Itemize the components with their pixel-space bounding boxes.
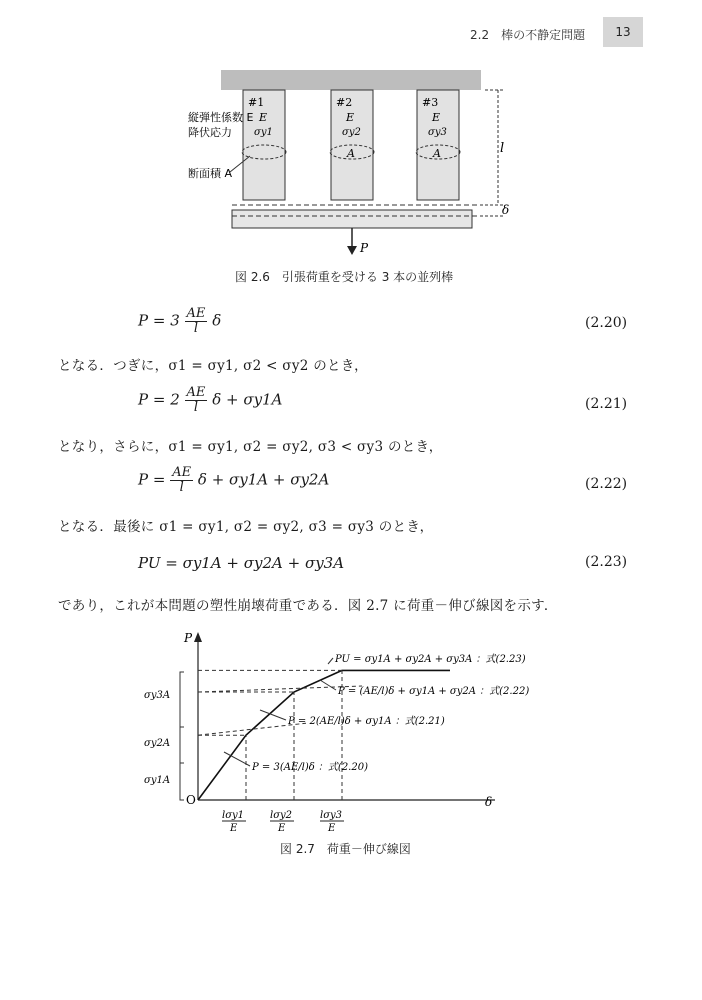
x-tick-3-den: E [328, 823, 336, 834]
bar-2-yield: σy2 [342, 127, 361, 138]
bar-1-label: #1 [248, 96, 265, 109]
body-text-4: であり，これが本問題の塑性崩壊荷重である．図 2.7 に荷重－伸び線図を示す． [58, 598, 558, 614]
rigid-plate [232, 210, 472, 228]
figure-2-7-caption: 図 2.7 荷重－伸び線図 [280, 842, 411, 856]
equation-number-2-20: (2.20) [585, 315, 628, 331]
equation-number-2-22: (2.22) [585, 476, 628, 492]
equation-2-21: P = 2 $\frac{AE}{l}$ δ + σy1A [138, 385, 283, 415]
annotation-eq-2-20: P = 3(AE/l)δ ：式(2.20) [252, 762, 368, 773]
load-label: P [360, 241, 369, 255]
bar-2-area: A [347, 147, 355, 160]
equation-2-22: P = $\frac{AE}{l}$ δ + σy1A + σy2A [138, 465, 330, 495]
equation-2-23: PU = σy1A + σy2A + σy3A [138, 554, 345, 572]
annotation-area: 断面積 A [188, 167, 233, 180]
y-tick-sy1A: σy1A [144, 775, 171, 786]
origin-label: O [186, 793, 196, 807]
bar-3-area: A [433, 147, 441, 160]
y-axis-label: P [184, 631, 193, 645]
bar-1-yield: σy1 [254, 127, 273, 138]
figure-2-7 [140, 628, 560, 834]
figure-2-6-caption: 図 2.6 引張荷重を受ける 3 本の並列棒 [235, 270, 454, 284]
bar-3-modulus: E [432, 111, 441, 124]
x-tick-1-den: E [230, 823, 238, 834]
equation-2-20: P = 3 $\frac{AE}{l}$ δ [138, 306, 222, 336]
fixed-support [221, 70, 481, 90]
annotation-modulus: 縦弾性係数 E [188, 111, 254, 124]
body-text-2: となり，さらに，σ1 = σy1, σ2 = σy2, σ3 < σy3 のとき， [58, 439, 443, 455]
x-tick-3-num: lσy3 [320, 810, 343, 821]
body-text-3: となる．最後に σ1 = σy1, σ2 = σy2, σ3 = σy3 のとき， [58, 519, 434, 535]
y-tick-sy2A: σy2A [144, 738, 171, 749]
annotation-yield: 降伏応力 [188, 126, 232, 139]
bar-3-yield: σy3 [428, 127, 447, 138]
annotation-eq-2-23: PU = σy1A + σy2A + σy3A ：式(2.23) [335, 654, 526, 665]
bar-1-modulus: E [259, 111, 268, 124]
bar-2-label: #2 [336, 96, 353, 109]
delta-label: δ [502, 203, 510, 217]
annotation-eq-2-22: P = (AE/l)δ + σy1A + σy2A ：式(2.22) [338, 686, 530, 697]
x-tick-2-num: lσy2 [270, 810, 293, 821]
x-axis-label: δ [485, 795, 493, 809]
x-tick-1-num: lσy1 [222, 810, 245, 821]
length-label: l [500, 141, 505, 156]
running-header-title: 2.2 棒の不静定問題 [470, 28, 586, 42]
bar-3-label: #3 [422, 96, 439, 109]
body-text-1: となる．つぎに，σ1 = σy1, σ2 < σy2 のとき， [58, 358, 368, 374]
equation-number-2-21: (2.21) [585, 396, 628, 412]
equation-number-2-23: (2.23) [585, 554, 628, 570]
annotation-eq-2-21: P = 2(AE/l)δ + σy1A ：式(2.21) [288, 716, 445, 727]
x-tick-2-den: E [278, 823, 286, 834]
bar-2-modulus: E [346, 111, 355, 124]
left-braces [180, 672, 184, 800]
page-number: 13 [603, 17, 643, 47]
figure-2-6 [180, 60, 540, 265]
y-tick-sy3A: σy3A [144, 690, 171, 701]
